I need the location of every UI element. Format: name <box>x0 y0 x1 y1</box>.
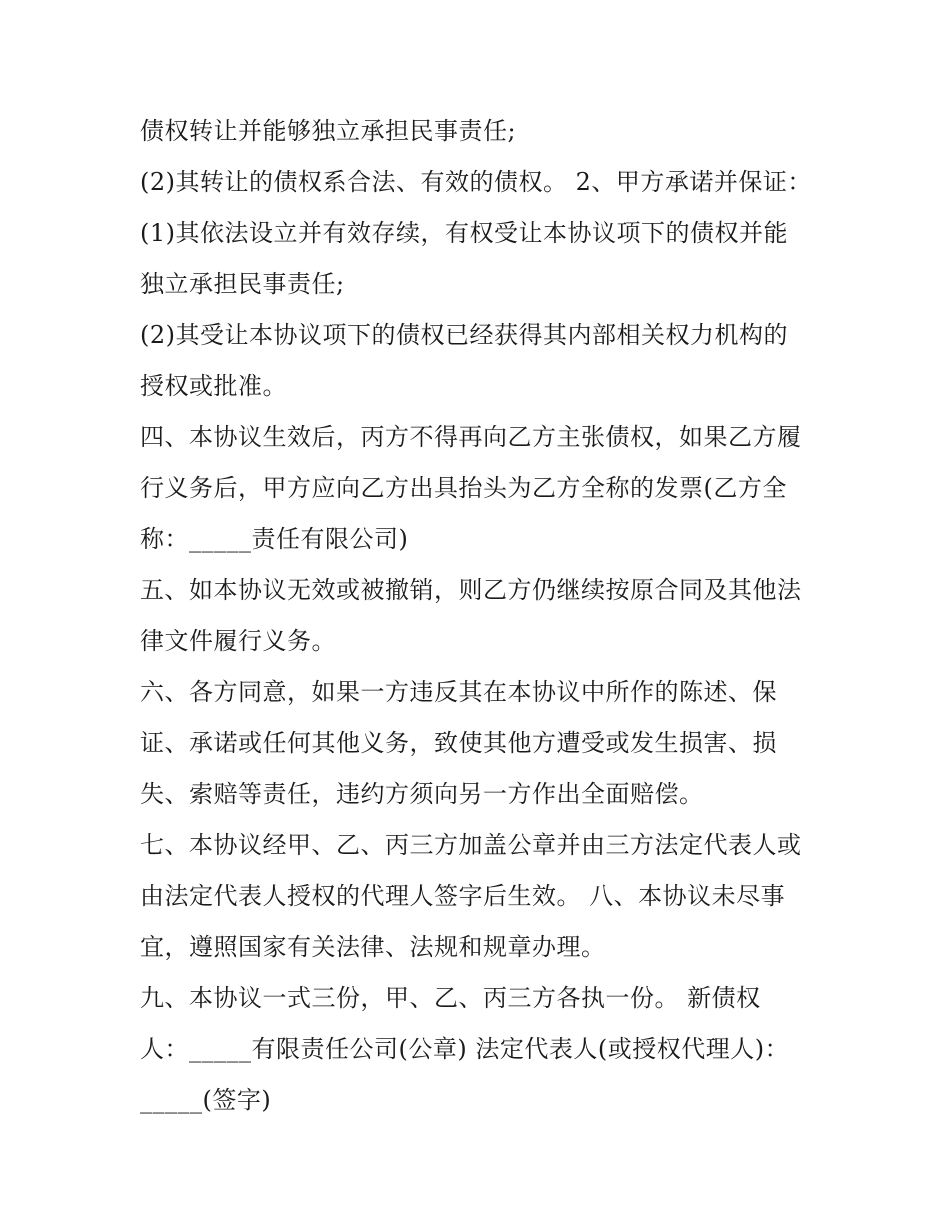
text-line: 七、本协议经甲、乙、丙三方加盖公章并由三方法定代表人或 <box>140 831 802 859</box>
text-line: 六、各方同意，如果一方违反其在本协议中所作的陈述、保 <box>140 678 777 706</box>
text-line: 债权转让并能够独立承担民事责任; <box>140 117 517 145</box>
text-line: 宜，遵照国家有关法律、法规和规章办理。 <box>140 933 606 961</box>
text-line: 称：_____责任有限公司) <box>140 525 409 553</box>
text-line: 授权或批准。 <box>140 372 287 400</box>
text-line: 行义务后，甲方应向乙方出具抬头为乙方全称的发票(乙方全 <box>140 474 787 502</box>
text-line: (2)其转让的债权系合法、有效的债权。 2、甲方承诺并保证： <box>140 168 812 196</box>
text-line: 律文件履行义务。 <box>140 627 336 655</box>
text-line: 由法定代表人授权的代理人签字后生效。 八、本协议未尽事 <box>140 882 786 910</box>
text-line: 九、本协议一式三份，甲、乙、丙三方各执一份。 新债权 <box>140 984 761 1012</box>
text-line: (1)其依法设立并有效存续，有权受让本协议项下的债权并能 <box>140 219 788 247</box>
text-line: 独立承担民事责任; <box>140 270 345 298</box>
text-line: _____(签字) <box>140 1086 272 1114</box>
text-line: 失、索赔等责任，违约方须向另一方作出全面赔偿。 <box>140 780 704 808</box>
document-body <box>140 106 820 1126</box>
text-line: 证、承诺或任何其他义务，致使其他方遭受或发生损害、损 <box>140 729 777 757</box>
text-line: 人：_____有限责任公司(公章) 法定代表人(或授权代理人)： <box>140 1035 790 1063</box>
text-line: (2)其受让本协议项下的债权已经获得其内部相关权力机构的 <box>140 321 788 349</box>
text-line: 五、如本协议无效或被撤销，则乙方仍继续按原合同及其他法 <box>140 576 802 604</box>
text-line: 四、本协议生效后，丙方不得再向乙方主张债权，如果乙方履 <box>140 423 802 451</box>
